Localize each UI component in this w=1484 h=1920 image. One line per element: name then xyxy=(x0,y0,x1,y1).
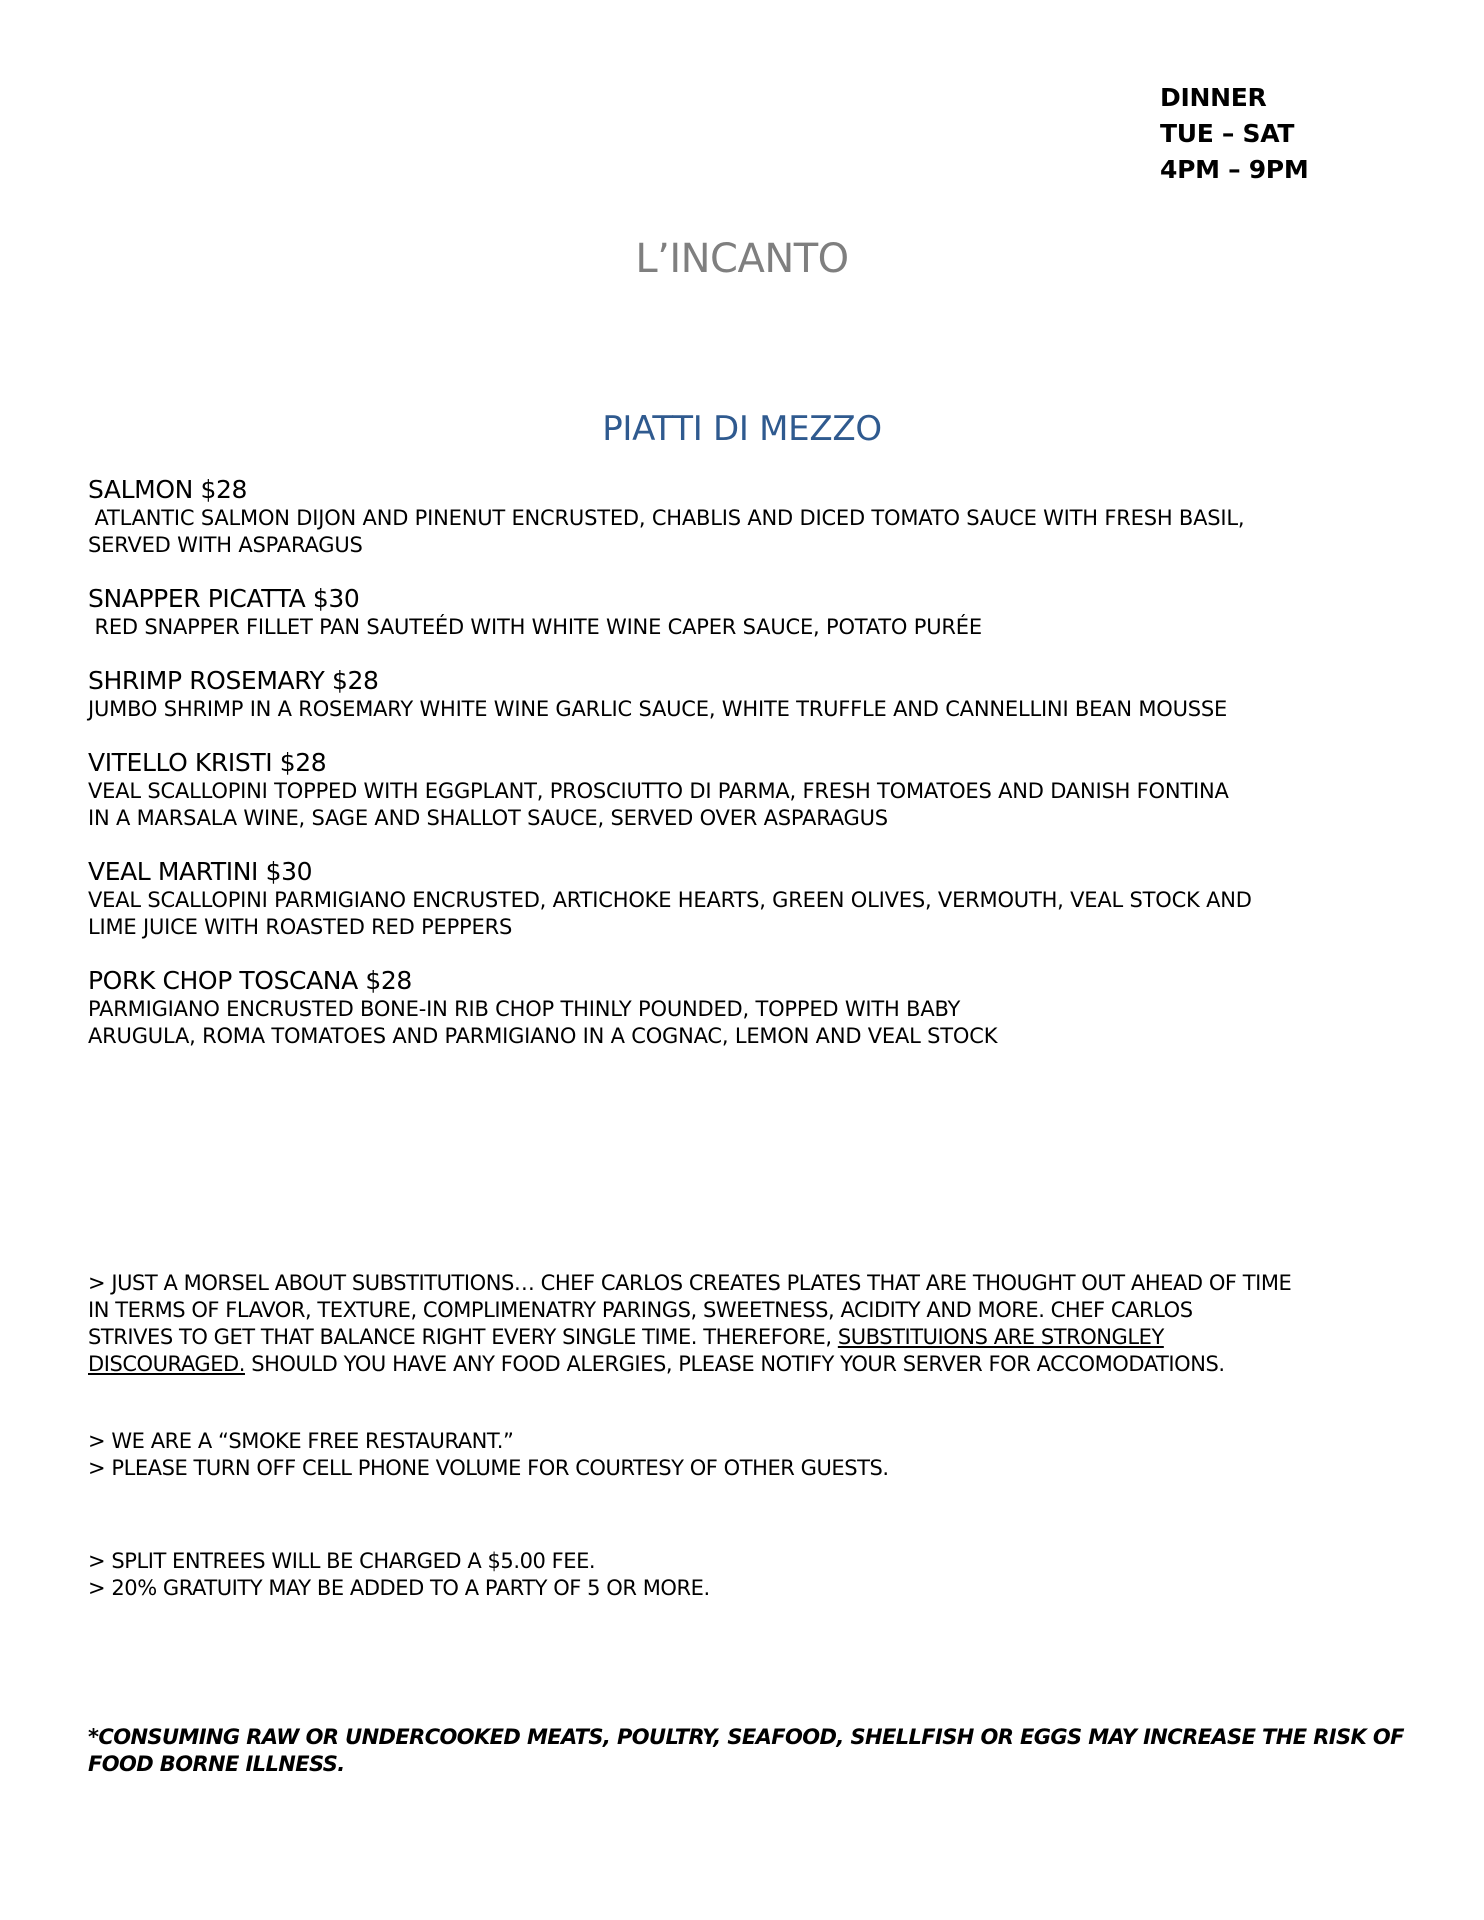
policy-line: > WE ARE A “SMOKE FREE RESTAURANT.” xyxy=(88,1429,514,1453)
policy-line: > PLEASE TURN OFF CELL PHONE VOLUME FOR COURTESY OF OTHER GUESTS. xyxy=(88,1456,889,1480)
section-title: PIATTI DI MEZZO xyxy=(602,409,882,449)
item-description-line: RED SNAPPER FILLET PAN SAUTEÉD WITH WHITE WINE CAPER SAUCE, POTATO PURÉE xyxy=(88,615,982,639)
substitutions-text: STRIVES TO GET THAT BALANCE RIGHT EVERY SINGLE TIME. THEREFORE, xyxy=(88,1325,838,1349)
item-description xyxy=(88,778,1388,832)
disclaimer-line: *CONSUMING RAW OR UNDERCOOKED MEATS, POULTRY, SEAFOOD, SHELLFISH OR EGGS MAY INCREASE THE RISK OF xyxy=(88,1725,1404,1749)
item-description-line: SERVED WITH ASPARAGUS xyxy=(88,533,363,557)
item-name: SNAPPER PICATTA $30 xyxy=(88,584,360,613)
hours-meal: DINNER xyxy=(1160,83,1267,112)
item-description-line: JUMBO SHRIMP IN A ROSEMARY WHITE WINE GARLIC SAUCE, WHITE TRUFFLE AND CANNELLINI BEAN MOUSSE xyxy=(88,697,1228,721)
menu-item xyxy=(88,748,1388,832)
menu-item xyxy=(88,966,1388,1050)
substitutions-emphasis: DISCOURAGED. xyxy=(88,1352,245,1376)
health-disclaimer xyxy=(88,1724,1404,1778)
item-description xyxy=(88,696,1388,723)
hours-days: TUE – SAT xyxy=(1160,119,1295,148)
menu-item xyxy=(88,584,1388,641)
item-name: SHRIMP ROSEMARY $28 xyxy=(88,666,379,695)
policy-line: > 20% GRATUITY MAY BE ADDED TO A PARTY OF 5 OR MORE. xyxy=(88,1576,710,1600)
policy-line: > SPLIT ENTREES WILL BE CHARGED A $5.00 FEE. xyxy=(88,1549,596,1573)
substitutions-line: IN TERMS OF FLAVOR, TEXTURE, COMPLIMENATRY PARINGS, SWEETNESS, ACIDITY AND MORE. CHEF CARLOS xyxy=(88,1298,1193,1322)
item-name: VITELLO KRISTI $28 xyxy=(88,748,327,777)
restaurant-name: L’INCANTO xyxy=(635,236,849,282)
policy-block xyxy=(88,1548,710,1602)
substitutions-note xyxy=(88,1270,1418,1378)
menu-list xyxy=(88,475,1388,1075)
item-description-line: ATLANTIC SALMON DIJON AND PINENUT ENCRUSTED, CHABLIS AND DICED TOMATO SAUCE WITH FRESH BASIL, xyxy=(88,506,1245,530)
policy-block xyxy=(88,1428,889,1482)
item-description-line: VEAL SCALLOPINI PARMIGIANO ENCRUSTED, ARTICHOKE HEARTS, GREEN OLIVES, VERMOUTH, VEAL STOCK AND xyxy=(88,888,1252,912)
item-name: VEAL MARTINI $30 xyxy=(88,857,313,886)
substitutions-line xyxy=(88,1351,1418,1378)
hours-time: 4PM – 9PM xyxy=(1160,155,1309,184)
item-description xyxy=(88,996,1388,1050)
item-name: PORK CHOP TOSCANA $28 xyxy=(88,966,412,995)
disclaimer-line: FOOD BORNE ILLNESS. xyxy=(88,1752,345,1776)
item-name: SALMON $28 xyxy=(88,475,247,504)
item-description xyxy=(88,614,1388,641)
substitutions-line xyxy=(88,1324,1418,1351)
item-description xyxy=(88,887,1388,941)
item-description xyxy=(88,505,1388,559)
item-description-line: LIME JUICE WITH ROASTED RED PEPPERS xyxy=(88,915,513,939)
substitutions-text: SHOULD YOU HAVE ANY FOOD ALERGIES, PLEASE NOTIFY YOUR SERVER FOR ACCOMODATIONS. xyxy=(244,1352,1225,1376)
menu-item xyxy=(88,475,1388,559)
item-description-line: IN A MARSALA WINE, SAGE AND SHALLOT SAUCE, SERVED OVER ASPARAGUS xyxy=(88,806,888,830)
menu-item xyxy=(88,857,1388,941)
item-description-line: ARUGULA, ROMA TOMATOES AND PARMIGIANO IN A COGNAC, LEMON AND VEAL STOCK xyxy=(88,1024,998,1048)
item-description-line: VEAL SCALLOPINI TOPPED WITH EGGPLANT, PROSCIUTTO DI PARMA, FRESH TOMATOES AND DANISH FONTINA xyxy=(88,779,1229,803)
menu-item xyxy=(88,666,1388,723)
substitutions-line: > JUST A MORSEL ABOUT SUBSTITUTIONS… CHEF CARLOS CREATES PLATES THAT ARE THOUGHT OUT AHEAD OF TIME xyxy=(88,1271,1292,1295)
hours-block xyxy=(1160,80,1308,188)
substitutions-emphasis: SUBSTITUIONS ARE STRONGLEY xyxy=(837,1325,1164,1349)
item-description-line: PARMIGIANO ENCRUSTED BONE-IN RIB CHOP THINLY POUNDED, TOPPED WITH BABY xyxy=(88,997,961,1021)
